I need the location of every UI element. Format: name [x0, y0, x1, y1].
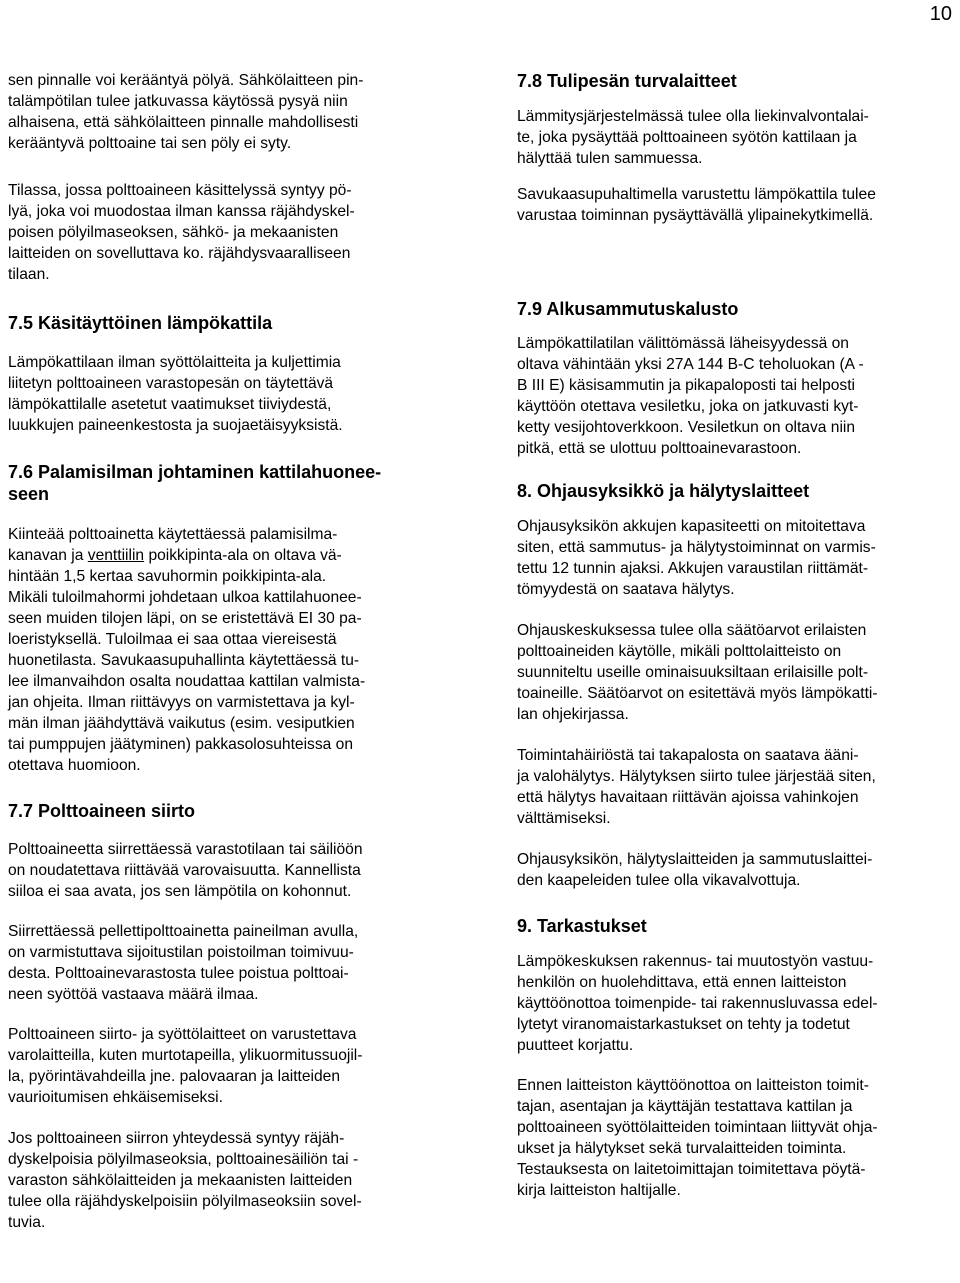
underlined-text: venttiilin: [87, 547, 145, 564]
paragraph: Ohjausyksikön akkujen kapasiteetti on mitoitettava siten, että sammutus- ja hälytystoiminnat on varmis- tettu 12 tunnin ajaksi. Akkujen varaustilan riittämät- tömyydestä on saatava hälytys.: [517, 518, 876, 598]
paragraph: Savukaasupuhaltimella varustettu lämpökattila tulee varustaa toiminnan pysäyttävällä ylipainekytkimellä.: [517, 186, 876, 224]
paragraph: Siirrettäessä pellettipolttoainetta paineilman avulla, on varmistuttava sijoitustilan poistoilman toimivuu- desta. Polttoainevarastosta tulee poistua polttoai- neen syöttöä vastaava määrä ilmaa.: [8, 923, 359, 1003]
section-heading-8: 8. Ohjausyksikkö ja hälytyslaitteet: [517, 481, 810, 501]
paragraph: Lämmitysjärjestelmässä tulee olla liekinvalvontalai- te, joka pysäyttää polttoaineen syötön kattilaan ja hälyttää tulen sammuessa.: [517, 108, 869, 167]
paragraph: Tilassa, jossa polttoaineen käsittelyssä syntyy pö- lyä, joka voi muodostaa ilman kanssa räjähdyskel- poisen pölyilmaseoksen, sähkö- ja mekaanisten laitteiden on sovelluttava ko. räjähdysvaaralliseen tilaan.: [8, 182, 355, 283]
section-heading-7-9: 7.9 Alkusammutuskalusto: [517, 299, 739, 319]
text-run: poikkipinta-ala on oltava vä- hintään 1,5 kertaa savuhormin poikkipinta-ala. Mikäli tuloilmahormi johdetaan ulkoa kattilahuonee- seen muiden tilojen läpi, on se eristettävä EI 30 pa- loeristyksellä. Tuloilmaa ei saa ottaa viereisestä huonetilasta. Savukaasupuhallinta käytettäessä tu- lee ilmanvaihdon osalta noudattaa kattilan valmista- jan ohjeita. Ilman riittävyys on varmistettava ja kyl- män ilman jäähdyttävä vaikutus (esim. vesiputkien tai pumppujen jäätyminen) pakkasolosuhteissa on otettava huomioon.: [8, 547, 366, 774]
page-number: 10: [929, 3, 952, 25]
paragraph: sen pinnalle voi kerääntyä pölyä. Sähkölaitteen pin- talämpötilan tulee jatkuvassa käytössä pysyä niin alhaisena, että sähkölaitteen pinnalle mahdollisesti kerääntyvä polttoaine tai sen pöly ei syty.: [8, 72, 364, 152]
paragraph: Lämpökattilaan ilman syöttölaitteita ja kuljettimia liitetyn polttoaineen varastopesän on täytettävä lämpökattilalle asetetut vaatimukset tiiviydestä, luukkujen paineenkestosta ja suojaetäisyyksistä.: [8, 354, 343, 434]
paragraph: Jos polttoaineen siirron yhteydessä syntyy räjäh- dyskelpoisia pölyilmaseoksia, polttoainesäiliön tai - varaston sähkölaitteiden ja mekaanisten laitteiden tulee olla räjähdyskelpoisiin pölyilmaseoksiin sovel- tuvia.: [8, 1130, 362, 1231]
paragraph: Polttoaineetta siirrettäessä varastotilaan tai säiliöön on noudatettava riittävää varovaisuutta. Kannellista siiloa ei saa avata, jos sen lämpötila on kohonnut.: [8, 841, 363, 900]
left-column: [8, 70, 452, 1233]
paragraph: Polttoaineen siirto- ja syöttölaitteet on varustettava varolaitteilla, kuten murtotapeilla, ylikuormitussuojil- la, pyörintävahdeilla jne. palovaaran ja laitteiden vaurioitumisen ehkäisemiseksi.: [8, 1026, 363, 1106]
paragraph: Lämpökattilatilan välittömässä läheisyydessä on oltava vähintään yksi 27A 144 B-C teholuokan (A - B III E) käsisammutin ja pikapaloposti tai helposti käyttöön otettava vesiletku, joka on jatkuvasti kyt- ketty vesijohtoverkkoon. Vesiletkun on oltava niin pitkä, että se ulottuu polttoainevarastoon.: [517, 335, 864, 457]
paragraph: Lämpökeskuksen rakennus- tai muutostyön vastuu- henkilön on huolehdittava, että ennen laitteiston käyttöönottoa toimenpide- tai rakennusluvassa edel- lytetyt viranomaistarkastukset on tehty ja todetut puutteet korjattu.: [517, 953, 878, 1054]
text-run: Kiinteää polttoainetta käytettäessä palamisilma- kanavan ja: [8, 526, 338, 564]
paragraph: Toimintahäiriöstä tai takapalosta on saatava ääni- ja valohälytys. Hälytyksen siirto tulee järjestää siten, että hälytys havaitaan riittävän ajoissa vahinkojen välttämiseksi.: [517, 747, 876, 827]
section-heading-7-8: 7.8 Tulipesän turvalaitteet: [517, 71, 737, 91]
paragraph: Ennen laitteiston käyttöönottoa on laitteiston toimit- tajan, asentajan ja käyttäjän testattava kattilan ja polttoaineen syöttölaitteiden toimintaan liittyvät ohja- ukset ja hälytykset sekä turvalaitteiden toiminta. Testauksesta on laitetoimittajan toimitettava pöytä- kirja laitteiston haltijalle.: [517, 1077, 878, 1199]
section-heading-7-7: 7.7 Polttoaineen siirto: [8, 801, 196, 821]
right-column: [517, 70, 957, 1201]
section-heading-9: 9. Tarkastukset: [517, 916, 647, 936]
paragraph: [8, 524, 452, 776]
section-heading-7-5: 7.5 Käsitäyttöinen lämpökattila: [8, 313, 273, 333]
paragraph: Ohjausyksikön, hälytyslaitteiden ja sammutuslaittei- den kaapeleiden tulee olla vikavalvottuja.: [517, 851, 873, 889]
paragraph: Ohjauskeskuksessa tulee olla säätöarvot erilaisten polttoaineiden käytölle, mikäli polttolaitteisto on suunniteltu useille ominaisuuksiltaan erilaisille polt- toaineille. Säätöarvot on esitettävä myös lämpökatti- lan ohjekirjassa.: [517, 622, 878, 723]
section-heading-7-6: 7.6 Palamisilman johtaminen kattilahuonee- seen: [8, 462, 382, 504]
